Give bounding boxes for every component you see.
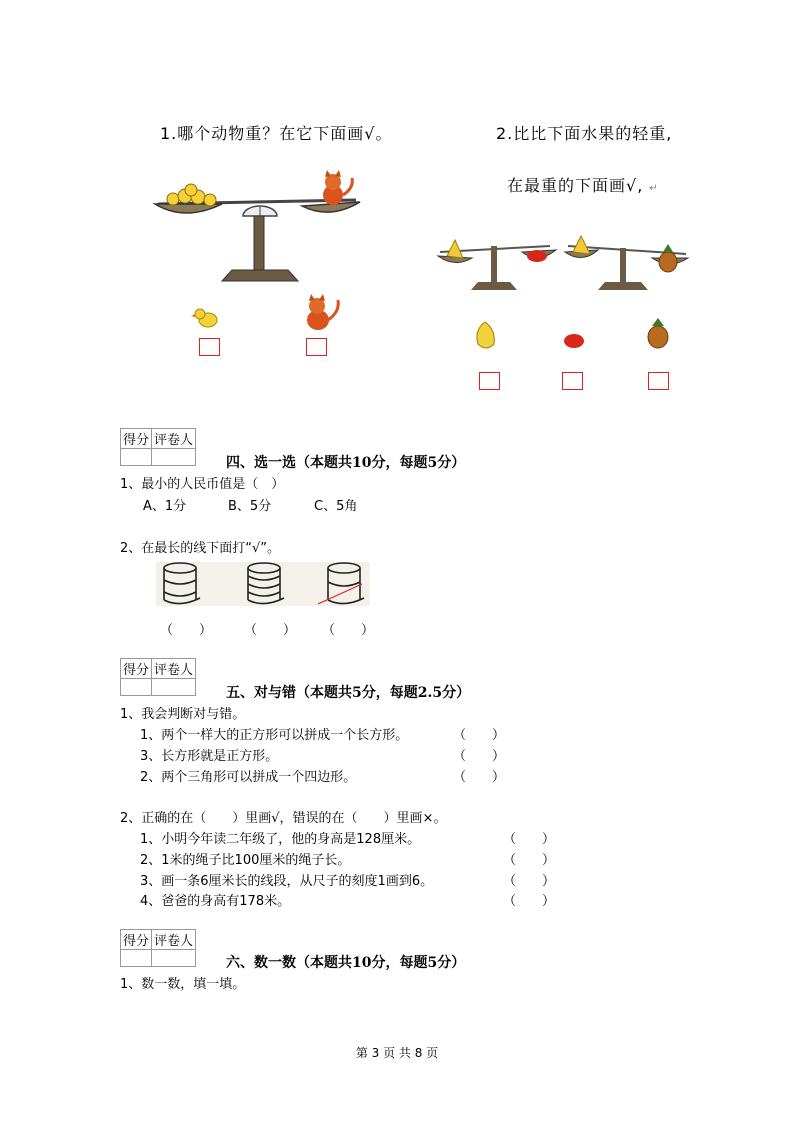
s4-q2-bracket-1[interactable]: （ ） [160, 623, 213, 638]
score-cell[interactable] [121, 950, 152, 967]
score-label: 得分 [121, 930, 152, 950]
score-cell[interactable] [121, 449, 152, 466]
s4-q1-stem: 1、最小的人民币值是（ ） [120, 477, 285, 492]
section4-heading: 四、选一选（本题共10分，每题5分） [226, 455, 466, 471]
q2-title-line2-text: 在最重的下面画√, [507, 176, 644, 195]
s4-q2-bracket-3[interactable]: （ ） [322, 623, 375, 638]
q1-answer-box-chick[interactable] [199, 338, 220, 356]
s5-q1-item-3: 2、两个三角形可以拼成一个四边形。 [140, 770, 357, 785]
q1-title: 1.哪个动物重？在它下面画√。 [160, 124, 393, 143]
s5-q1-bracket-3[interactable]: （ ） [453, 770, 506, 785]
s6-q1-stem: 1、数一数，填一填。 [120, 977, 246, 992]
s4-q1-option-c: C、5角 [314, 499, 358, 514]
s4-q2-stem: 2、在最长的线下面打“√”。 [120, 541, 281, 556]
s4-q1-option-b: B、5分 [228, 499, 272, 514]
section6-heading: 六、数一数（本题共10分，每题5分） [226, 955, 466, 971]
s5-q1-item-2: 3、长方形就是正方形。 [140, 749, 279, 764]
s5-q2-item-2: 2、1米的绳子比100厘米的绳子长。 [140, 853, 351, 868]
s5-q2-bracket-3[interactable]: （ ） [503, 874, 556, 889]
s5-q2-bracket-2[interactable]: （ ） [503, 853, 556, 868]
s5-q2-item-3: 3、画一条6厘米长的线段，从尺子的刻度1画到6。 [140, 874, 434, 889]
reviewer-label: 评卷人 [152, 659, 196, 679]
s4-q2-bracket-2[interactable]: （ ） [244, 623, 297, 638]
reviewer-label: 评卷人 [152, 429, 196, 449]
q2-answer-box-pear[interactable] [479, 372, 500, 390]
s5-q2-item-1: 1、小明今年读二年级了，他的身高是128厘米。 [140, 832, 421, 847]
s5-q1-bracket-2[interactable]: （ ） [453, 749, 506, 764]
reviewer-cell[interactable] [152, 449, 196, 466]
q2-title-line1: 2.比比下面水果的轻重, [496, 124, 673, 143]
reviewer-label: 评卷人 [152, 930, 196, 950]
section5-heading: 五、对与错（本题共5分，每题2.5分） [226, 685, 471, 701]
q2-title-line2 [507, 173, 659, 196]
s4-q1-option-a: A、1分 [143, 499, 187, 514]
score-label: 得分 [121, 659, 152, 679]
score-cell[interactable] [121, 679, 152, 696]
reviewer-cell[interactable] [152, 679, 196, 696]
q2-answer-box-apple[interactable] [562, 372, 583, 390]
return-mark: ↵ [649, 183, 659, 194]
score-table-section4 [120, 428, 196, 466]
q1-answer-box-cat[interactable] [306, 338, 327, 356]
s5-q2-bracket-1[interactable]: （ ） [503, 832, 556, 847]
s5-q1-item-1: 1、两个一样大的正方形可以拼成一个长方形。 [140, 728, 409, 743]
page-footer: 第 3 页 共 8 页 [355, 1046, 439, 1060]
score-label: 得分 [121, 429, 152, 449]
q2-answer-box-pineapple[interactable] [648, 372, 669, 390]
s5-q2-item-4: 4、爸爸的身高有178米。 [140, 894, 291, 909]
score-table-section5 [120, 658, 196, 696]
s5-q1-bracket-1[interactable]: （ ） [453, 728, 506, 743]
score-table-section6 [120, 929, 196, 967]
s5-q1-stem: 1、我会判断对与错。 [120, 707, 246, 722]
reviewer-cell[interactable] [152, 950, 196, 967]
s5-q2-bracket-4[interactable]: （ ） [503, 894, 556, 909]
s5-q2-stem: 2、正确的在（ ）里画√，错误的在（ ）里画×。 [120, 811, 447, 826]
